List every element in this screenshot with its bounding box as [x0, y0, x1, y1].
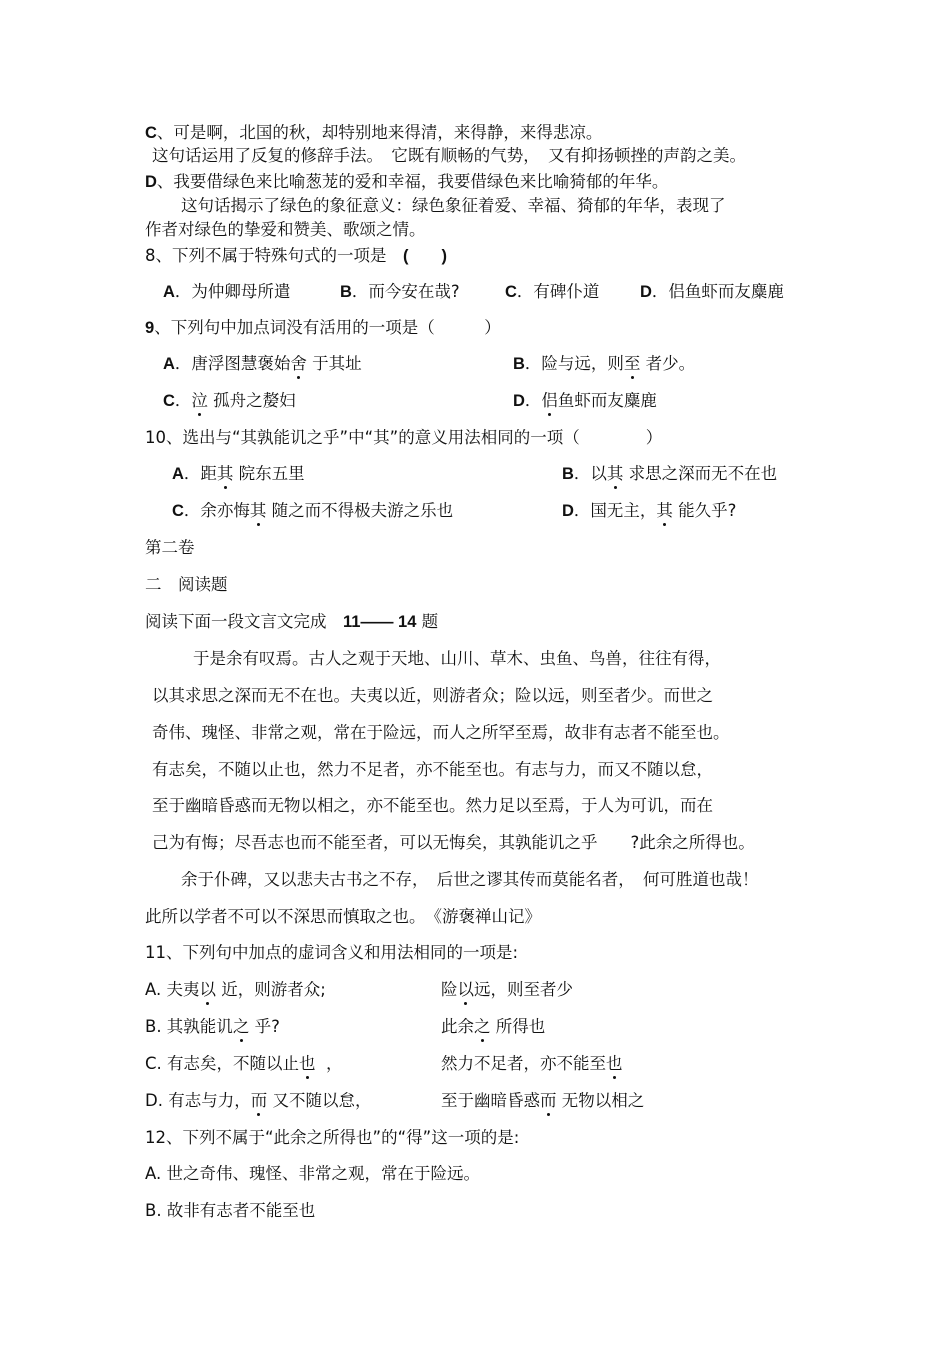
question-10-option-a: [172, 463, 305, 485]
part-heading: 第二卷: [145, 538, 195, 557]
option-text: 险: [441, 980, 458, 999]
question-9-option-c: [163, 390, 296, 412]
dotted-word: 也: [299, 1054, 316, 1073]
option-text: 于其址: [312, 354, 362, 373]
section-heading: 二 阅读题: [145, 575, 228, 594]
question-11-option-a-left: [145, 979, 326, 1001]
question-12-option-b: B. 故非有志者不能至也: [145, 1201, 316, 1220]
option-text: ．: [524, 391, 542, 410]
option-text: 求思之深而无不在也: [628, 464, 778, 483]
passage-line: 以其求思之深而无不在也。夫夷以近，则游者众；险以远，则至者少。而世之: [152, 686, 713, 705]
passage-line: 余于仆碑，又以悲夫古书之不存， 后世之谬其传而莫能名者， 何可胜道也哉！: [181, 870, 759, 889]
dotted-word: 其: [656, 501, 673, 520]
option-text: 者少。: [645, 354, 696, 373]
explanation-line: 这句话运用了反复的修辞手法。 它既有顺畅的气势， 又有抑扬顿挫的声韵之美。: [152, 146, 746, 165]
instruction-text: 阅读下面一段文言文完成: [145, 612, 327, 631]
option-text: 随之而不得极夫游之乐也: [271, 501, 454, 520]
option-label: C: [145, 124, 157, 142]
option-text: ．唐浮图慧褒始: [174, 354, 291, 373]
option-text: 院东五里: [238, 464, 305, 483]
question-number: 9: [145, 319, 155, 337]
option-text: A. 夫夷: [145, 980, 200, 999]
question-11-option-d-right: [441, 1090, 644, 1112]
option-text: 乎?: [254, 1017, 280, 1036]
option-text: 此余: [441, 1017, 474, 1036]
question-11-stem: 11、下列句中加点的虚词含义和用法相同的一项是:: [145, 943, 519, 962]
option-label: A: [163, 283, 175, 301]
option-text: 又不随以怠，: [272, 1091, 372, 1110]
option-text: 远，则至者少: [474, 980, 573, 999]
passage-line: 此所以学者不可以不深思而慎取之也。 《游褒禅山记》: [145, 907, 541, 926]
option-text: ．以: [573, 464, 607, 483]
question-9-option-a: [163, 353, 362, 375]
option-label: C: [172, 502, 184, 520]
question-11-option-a-right: [441, 979, 573, 1001]
option-text: ．国无主，: [573, 501, 657, 520]
option-text: ．为仲卿母所遣: [174, 282, 291, 301]
question-12-stem: 12、下列不属于“此余之所得也”的“得”这一项的是:: [145, 1128, 520, 1147]
question-10-option-b: [562, 463, 777, 485]
option-label: C: [163, 392, 175, 410]
dotted-word: 而: [250, 1091, 268, 1110]
question-9-stem: [145, 317, 501, 339]
option-text: 至于幽暗昏惑: [441, 1091, 540, 1110]
option-text: ．距: [183, 464, 217, 483]
option-text: ．侣鱼虾而友麋鹿: [651, 282, 784, 301]
question-8-option-a: [163, 281, 290, 303]
dotted-word: 以: [457, 980, 474, 999]
option-text: ．余亦悔: [183, 501, 250, 520]
option-label: B: [562, 465, 574, 483]
reading-instruction: [145, 611, 438, 633]
option-text: 无物以相之: [561, 1091, 645, 1110]
dotted-word: 以: [199, 980, 216, 999]
dotted-word: 之: [474, 1017, 491, 1036]
question-10-stem: 10、选出与“其孰能讥之乎”中“其”的意义用法相同的一项（ ）: [145, 428, 663, 447]
option-c-line: [145, 122, 602, 144]
question-11-option-c-right: [441, 1053, 623, 1075]
option-text: 、可是啊，北国的秋，却特别地来得清，来得静，来得悲凉。: [156, 123, 603, 142]
question-10-option-d: [562, 500, 736, 522]
dotted-word: 舍: [290, 354, 307, 373]
dotted-word: 侣: [541, 391, 558, 410]
question-range: 11—— 14: [343, 613, 417, 631]
option-text: C. 有志矣，不随以止: [145, 1054, 300, 1073]
dotted-word: 也: [606, 1054, 623, 1073]
question-12-option-a: A. 世之奇伟、瑰怪、非常之观，常在于险远。: [145, 1164, 480, 1183]
explanation-line: 作者对绿色的挚爱和赞美、歌颂之情。: [145, 220, 426, 239]
question-9-option-d: [513, 390, 657, 412]
option-label: D: [145, 173, 157, 191]
option-label: C: [505, 283, 517, 301]
explanation-line: 这句话揭示了绿色的象征意义：绿色象征着爱、幸福、猗郁的年华，表现了: [181, 196, 726, 215]
question-11-option-b-right: [441, 1016, 545, 1038]
option-label: D: [640, 283, 652, 301]
instruction-text: 题: [421, 612, 439, 631]
question-10-option-c: [172, 500, 453, 522]
option-label: B: [340, 283, 352, 301]
option-label: D: [513, 392, 525, 410]
answer-paren: ( ): [403, 247, 447, 265]
option-text: 鱼虾而友麋鹿: [557, 391, 657, 410]
option-d-line: [145, 171, 668, 193]
option-text: B. 其孰能讥: [145, 1017, 233, 1036]
option-label: B: [513, 355, 525, 373]
option-text: 近，则游者众;: [221, 980, 326, 999]
option-label: A: [172, 465, 184, 483]
option-text: 能久乎?: [678, 501, 737, 520]
question-8-option-b: [340, 281, 460, 303]
option-text: ．而今安在哉?: [351, 282, 460, 301]
dotted-word: 而: [540, 1091, 557, 1110]
option-text: ，: [326, 1054, 343, 1073]
question-text: 、下列句中加点词没有活用的一项是（ ）: [154, 318, 501, 337]
passage-line: 有志矣，不随以止也，然力不足者，亦不能至也。有志与力，而又不随以怠，: [152, 760, 713, 779]
question-9-option-b: [513, 353, 695, 375]
dotted-word: 之: [232, 1017, 250, 1036]
passage-line: 至于幽暗昏惑而无物以相之，亦不能至也。然力足以至焉，于人为可讥，而在: [152, 796, 713, 815]
option-text: 然力不足者，亦不能至: [441, 1054, 606, 1073]
question-8-option-d: [640, 281, 784, 303]
dotted-word: 其: [606, 464, 624, 483]
option-text: ．有碑仆道: [516, 282, 600, 301]
option-label: A: [163, 355, 175, 373]
question-8-stem: [145, 245, 447, 267]
dotted-word: 其: [216, 464, 234, 483]
option-text: 、我要借绿色来比喻葱茏的爱和幸福，我要借绿色来比喻猗郁的年华。: [156, 172, 669, 191]
question-text: 8、下列不属于特殊句式的一项是: [145, 246, 387, 265]
passage-line: 奇伟、瑰怪、非常之观，常在于险远，而人之所罕至焉，故非有志者不能至也。: [152, 723, 730, 742]
option-text: D. 有志与力，: [145, 1091, 251, 1110]
option-text: ．险与远，则: [524, 354, 624, 373]
option-text: 所得也: [495, 1017, 546, 1036]
question-11-option-b-left: [145, 1016, 280, 1038]
question-11-option-d-left: [145, 1090, 371, 1112]
passage-line: 己为有悔；尽吾志也而不能至者，可以无悔矣，其孰能讥之乎 ?此余之所得也。: [152, 833, 755, 852]
question-8-option-c: [505, 281, 599, 303]
option-text: ．: [174, 391, 192, 410]
dotted-word: 其: [249, 501, 267, 520]
dotted-word: 泣: [191, 391, 208, 410]
question-11-option-c-left: [145, 1053, 343, 1075]
passage-line: 于是余有叹焉。古人之观于天地、山川、草木、虫鱼、鸟兽，往往有得，: [193, 649, 721, 668]
dotted-word: 至: [623, 354, 641, 373]
option-label: D: [562, 502, 574, 520]
option-text: 孤舟之嫠妇: [213, 391, 296, 410]
